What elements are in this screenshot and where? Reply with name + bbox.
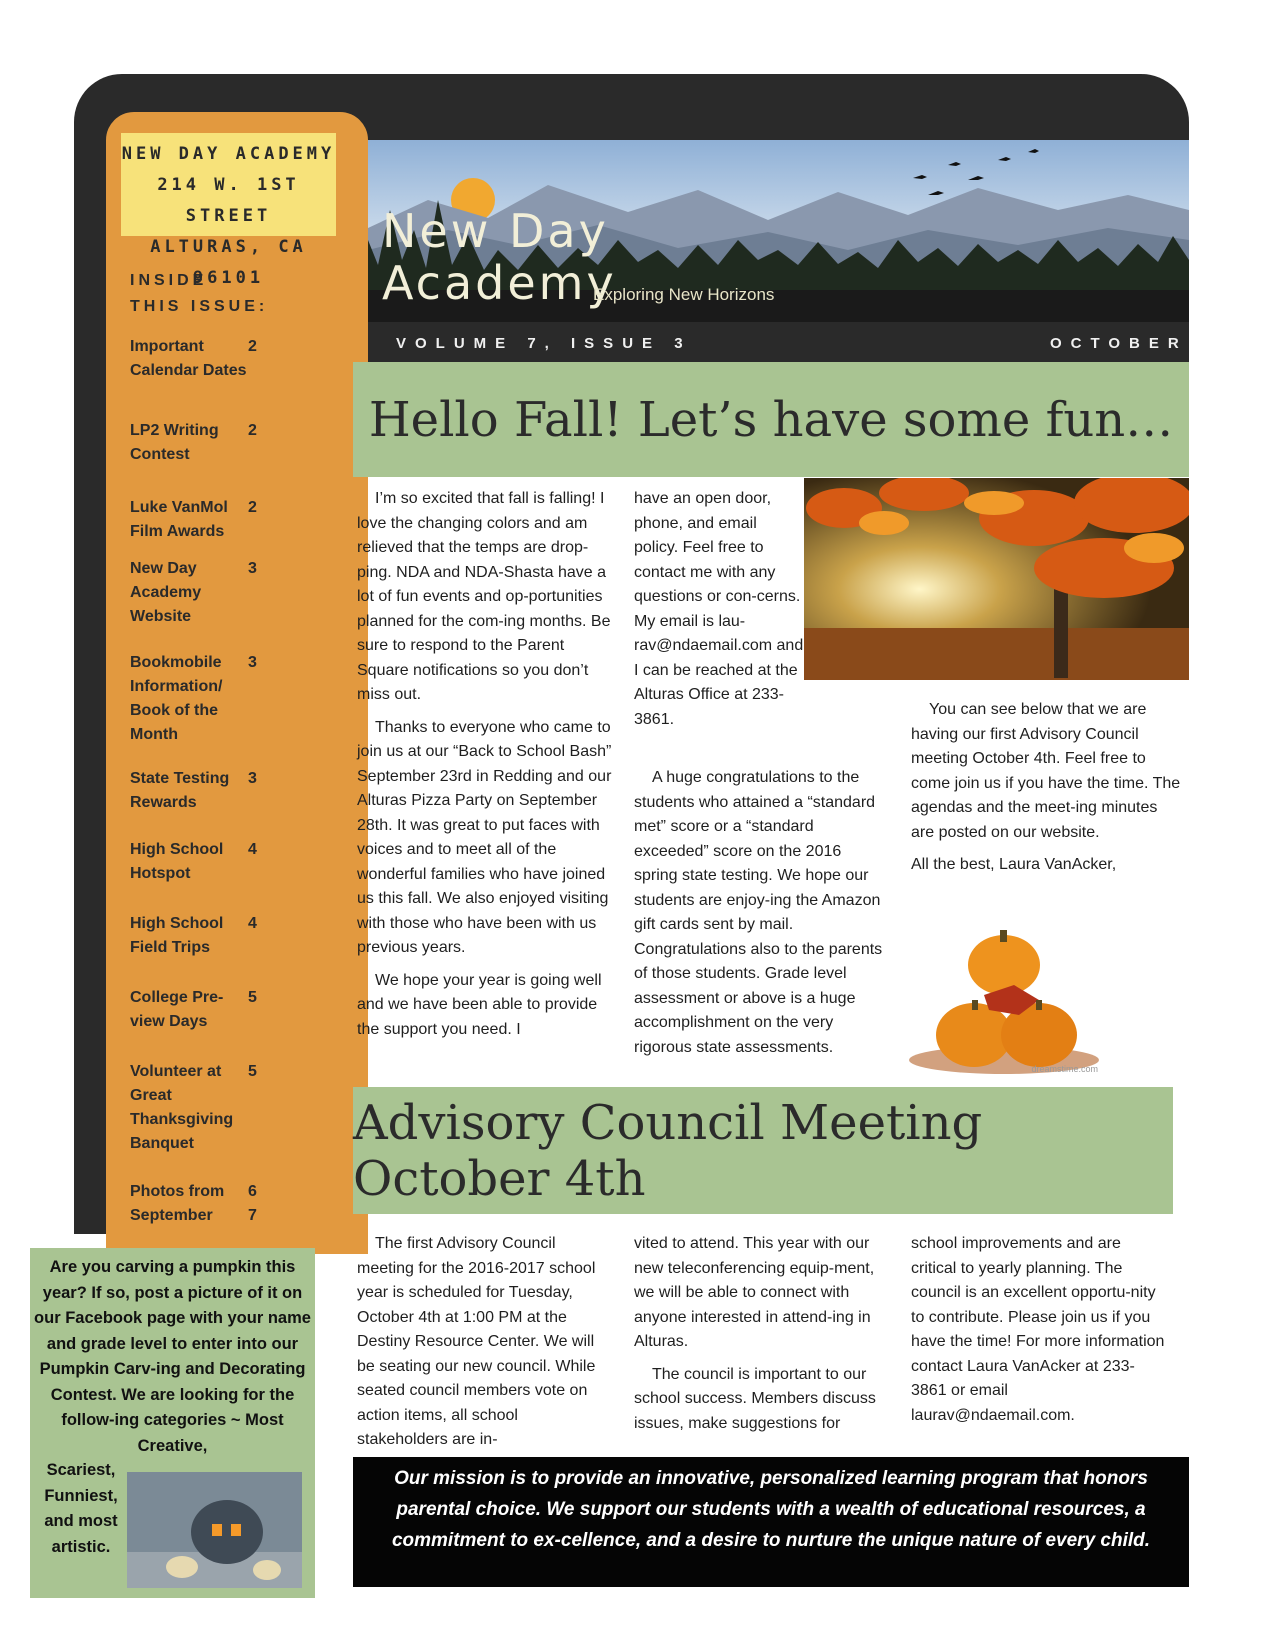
paragraph: You can see below that we are having our first Advisory Council meeting October 4th. Feel free to come join us if you have the time. The agendas and the meet-ing minutes are posted on our website. bbox=[911, 701, 1181, 841]
toc-item[interactable]: Luke VanMol Film Awards bbox=[130, 499, 228, 540]
volume-issue: VOLUME 7, ISSUE 3 bbox=[396, 335, 692, 352]
toc-heading-line-1: INSIDE bbox=[130, 272, 208, 289]
toc-heading bbox=[130, 268, 268, 320]
paragraph: A huge congratulations to the students who attained a “standard met” score or a “standard exceeded” score on the 2016 spring state testing. We hope our students are enjoy-ing the Amazon gift cards sent by mail. Congratulations also to the parents of those students. Grade level assessment or above is a huge accomplishment on the very rigorous state assessments. bbox=[634, 769, 883, 1056]
toc-page: 5 bbox=[248, 989, 257, 1006]
mission-statement: Our mission is to provide an innovative, personalized learning program that honors parental choice. We support our students with a wealth of educational resources, a commitment to ex-cellence, and a desire to nurture the unique nature of every child. bbox=[353, 1457, 1189, 1587]
article2-column-3 bbox=[911, 1232, 1166, 1436]
pumpkins-photo bbox=[904, 910, 1104, 1080]
paragraph: I’m so excited that fall is falling! I love the changing colors and am relieved that the temps are drop-ping. NDA and NDA-Shasta have a lot of fun events and op-portunities planned for the com-ing months. Be sure to respond to the Parent Square notifications so you don’t miss out. bbox=[357, 490, 611, 703]
toc-heading-line-2: THIS ISSUE: bbox=[130, 298, 269, 315]
signature-line: All the best, Laura VanAcker, bbox=[911, 856, 1117, 873]
paragraph: have an open door, phone, and email policy. Feel free to contact me with any questions or con-cerns. My email is lau-rav@ndaemail.com and I can be reached at the Alturas Office at 233-3861. bbox=[634, 490, 804, 728]
toc-page: 5 bbox=[248, 1063, 257, 1080]
toc-page: 2 bbox=[248, 499, 257, 516]
article1-column-2 bbox=[634, 487, 804, 740]
toc-page: 4 bbox=[248, 841, 257, 858]
paragraph: The council is important to our school success. Members discuss issues, make suggestions for bbox=[634, 1365, 876, 1432]
article2-column-2 bbox=[634, 1232, 889, 1444]
toc-page: 2 bbox=[248, 338, 257, 355]
toc-item[interactable]: LP2 Writing Contest bbox=[130, 422, 219, 463]
article1-column-2b bbox=[634, 766, 889, 1068]
article1-column-3 bbox=[911, 698, 1181, 886]
toc-item[interactable]: Important Calendar Dates bbox=[130, 338, 247, 379]
toc-item[interactable]: Photos from September bbox=[130, 1183, 225, 1224]
address-line-3: ALTURAS, CA 96101 bbox=[150, 237, 307, 288]
toc-item[interactable]: High School Hotspot bbox=[130, 841, 224, 882]
photo-credit: dreamstime.com bbox=[1031, 1064, 1098, 1074]
masthead-name-line-1: New Day bbox=[382, 204, 609, 258]
autumn-leaves-photo bbox=[804, 478, 1189, 680]
toc-item[interactable]: College Pre-view Days bbox=[130, 989, 224, 1030]
toc-page: 3 bbox=[248, 654, 257, 671]
masthead-name-line-2: Academy bbox=[382, 256, 617, 310]
toc-page: 3 bbox=[248, 770, 257, 787]
toc-page: 6 7 bbox=[248, 1183, 257, 1224]
paragraph: school improvements and are critical to yearly planning. The council is an excellent opportu-nity to contribute. Please join us if you have the time! For more information contact Laura VanAcker at 233-3861 or email laurav@ndaemail.com. bbox=[911, 1235, 1165, 1424]
toc-page: 4 bbox=[248, 915, 257, 932]
issue-month: OCTOBER bbox=[1050, 335, 1188, 352]
headline-advisory-council: Advisory Council Meeting October 4th bbox=[353, 1087, 1173, 1214]
masthead-tagline: Exploring New Horizons bbox=[593, 285, 775, 304]
toc-item[interactable]: New Day Academy Website bbox=[130, 560, 202, 625]
address-line-2: 214 W. 1ST STREET bbox=[157, 175, 300, 226]
paragraph: vited to attend. This year with our new teleconferencing equip-ment, we will be able to connect with anyone interested in attend-ing in Alturas. bbox=[634, 1235, 875, 1350]
article2-column-1 bbox=[357, 1232, 612, 1461]
paragraph: The first Advisory Council meeting for the 2016-2017 school year is scheduled for Tuesday, October 4th at 1:00 PM at the Destiny Resource Center. We will be seating our new council. While seated council members vote on action items, all school stakeholders are in- bbox=[357, 1235, 596, 1448]
article1-column-1 bbox=[357, 487, 612, 1050]
toc-item[interactable]: Bookmobile Information/ Book of the Month bbox=[130, 654, 223, 743]
masthead-name bbox=[382, 205, 617, 309]
address-line-1: NEW DAY ACADEMY bbox=[121, 144, 336, 164]
paragraph: Thanks to everyone who came to join us at our “Back to School Bash” September 23rd in Redding and our Alturas Pizza Party on September 28th. It was great to put faces with voices and to meet all of the wonderful families who have joined us this fall. We also enjoyed visiting with those who have been with us previous years. bbox=[357, 718, 612, 956]
toc-page: 2 bbox=[248, 422, 257, 439]
headline-hello-fall: Hello Fall! Let’s have some fun… bbox=[353, 362, 1189, 477]
pumpkin-contest-text: Are you carving a pumpkin this year? If so, post a picture of it on our Facebook page with your name and grade level to enter into our Pumpkin Carv-ing and Decorating Contest. We are looking for the follow-ing categories ~ Most Creative, bbox=[34, 1258, 311, 1455]
paragraph: We hope your year is going well and we have been able to provide the support you need. I bbox=[357, 971, 602, 1038]
toc-item[interactable]: High School Field Trips bbox=[130, 915, 224, 956]
toc-item[interactable]: Volunteer at Great Thanksgiving Banquet bbox=[130, 1063, 234, 1152]
toc-item[interactable]: State Testing Rewards bbox=[130, 770, 230, 811]
toc-page: 3 bbox=[248, 560, 257, 577]
pumpkin-categories: Scariest, Funniest, and most artistic. bbox=[44, 1461, 118, 1556]
carved-pumpkin-photo bbox=[127, 1472, 302, 1588]
